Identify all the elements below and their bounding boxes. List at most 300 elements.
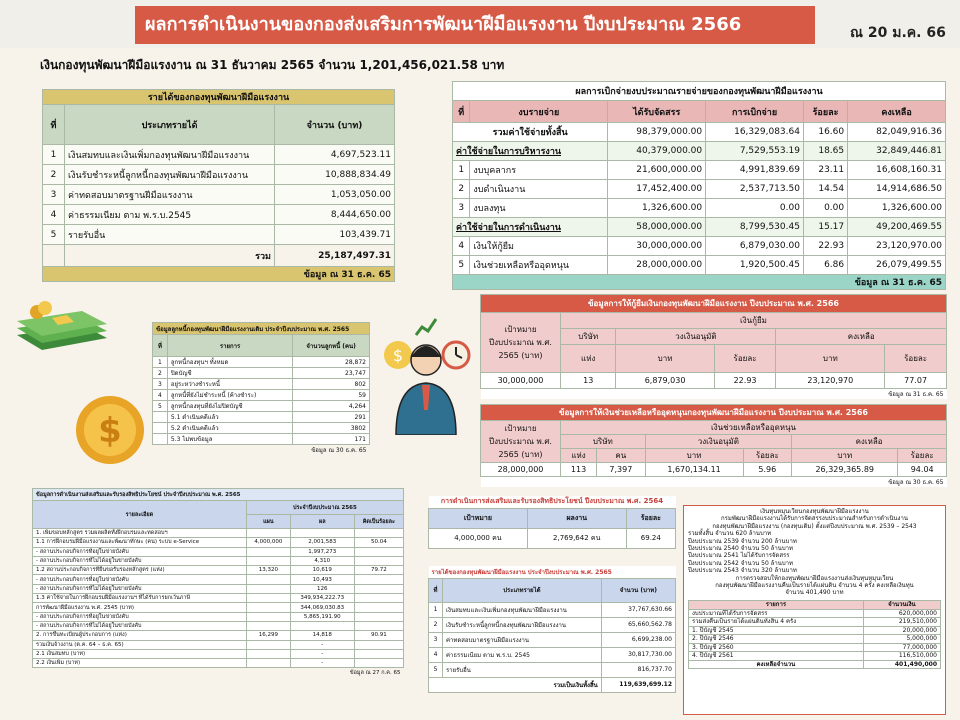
budget-row-alloc: 30,000,000.00 — [608, 237, 706, 256]
results-row-plan: 16,299 — [246, 631, 290, 640]
income65-title: รายได้ของกองทุนพัฒนาฝีมือแรงงาน ประจำปีงบประมาณ พ.ศ. 2565 — [429, 566, 676, 578]
results-col-plan: แผน — [246, 515, 290, 529]
results-row-result: 5,865,191.90 — [290, 612, 354, 621]
income65-col-no: ที่ — [429, 578, 443, 602]
income-table — [42, 89, 395, 282]
budget-sec2-remain: 49,200,469.55 — [848, 218, 946, 237]
svg-text:$: $ — [392, 346, 404, 365]
results-row-plan — [246, 659, 290, 668]
table-row — [153, 423, 370, 434]
grant-label: เงินช่วยเหลือหรืออุดหนุน — [561, 421, 947, 435]
fund-info-line: กองทุนพัฒนาฝีมือแรงงานคืนเป็นรายได้แผ่นดิน จำนวน 4 ครั้ง คงเหลือเงินทุน — [715, 582, 914, 590]
results-col-year: ประจำปีงบประมาณ 2565 — [246, 501, 403, 515]
table-row — [153, 412, 370, 423]
fund-row-label: งบประมาณที่ได้รับการจัดสรร — [689, 609, 864, 618]
budget-sec1-alloc: 40,379,000.00 — [608, 142, 706, 161]
fund-row-amt: 5,000,000 — [863, 635, 940, 644]
debtor-row-amt: 4,264 — [293, 401, 370, 412]
benefits-col-pct: ร้อยละ — [626, 508, 675, 528]
results-row-result — [290, 529, 354, 538]
fund-col-item: รายการ — [689, 600, 864, 609]
income65-col-type: ประเภทรายได้ — [443, 578, 602, 602]
businessman-icon — [378, 315, 474, 435]
budget-sec2-label: ค่าใช้จ่ายในการดำเนินงาน — [453, 218, 608, 237]
table-row — [33, 603, 404, 612]
fund-info-line: ปีงบประมาณ 2540 จำนวน 50 ล้านบาท — [688, 545, 793, 553]
budget-row-pct: 14.54 — [803, 180, 847, 199]
results-row-plan: 13,320 — [246, 566, 290, 575]
table-row — [453, 237, 946, 256]
results-row-result: 2,001,583 — [290, 538, 354, 547]
debtor-row-amt: 59 — [293, 390, 370, 401]
results-row-label: - สถานประกอบกิจการที่ไม่ได้อยู่ในข่ายบังคับ — [33, 556, 247, 565]
fund-info-line: กรมพัฒนาฝีมือแรงงานได้รับการจัดสรรงบประมาณสำหรับการดำเนินงาน — [721, 515, 908, 523]
results-row-plan — [246, 612, 290, 621]
money-stack-icon — [12, 300, 112, 360]
income-row-amount: 4,697,523.11 — [275, 145, 395, 165]
results-row-label: 2.1 เงินสมทบ (บาท) — [33, 649, 247, 658]
results-row-pct — [354, 649, 403, 658]
income-row-no: 2 — [43, 165, 65, 185]
svg-text:$: $ — [98, 411, 122, 451]
benefits-target: 4,000,000 คน — [429, 528, 528, 548]
table-row — [33, 594, 404, 603]
results-row-plan — [246, 575, 290, 584]
results-row-plan — [246, 640, 290, 649]
results-row-result: 1,997,273 — [290, 547, 354, 556]
table-row — [689, 626, 941, 635]
results-row-plan: 4,000,000 — [246, 538, 290, 547]
income-note: ข้อมูล ณ 31 ธ.ค. 65 — [43, 267, 395, 282]
budget-row-no: 4 — [453, 237, 470, 256]
grant-remain: คงเหลือ — [792, 435, 947, 449]
grant-value: 7,397 — [597, 463, 645, 477]
debtor-row-amt: 23,747 — [293, 368, 370, 379]
income65-total: 119,639,699.12 — [601, 677, 675, 692]
table-row — [43, 145, 395, 165]
results-title: ข้อมูลการดำเนินงานส่งเสริมและรับรองสิทธิประโยชน์ ประจำปีงบประมาณ พ.ศ. 2565 — [33, 489, 404, 501]
budget-row-label: เงินช่วยเหลือหรืออุดหนุน — [470, 256, 608, 275]
loan-approved: วงเงินอนุมัติ — [616, 329, 776, 345]
grant-approved: วงเงินอนุมัติ — [645, 435, 792, 449]
grant-unit: ร้อยละ — [898, 449, 947, 463]
budget-row-label: งบบุคลากร — [470, 161, 608, 180]
table-row — [33, 556, 404, 565]
results-row-result: - — [290, 659, 354, 668]
debtor-row-no: 1 — [153, 357, 168, 368]
income65-row-label: ค่าธรรมเนียม ตาม พ.ร.บ. 2545 — [443, 647, 602, 662]
debtor-row-amt: 802 — [293, 379, 370, 390]
results-row-plan — [246, 594, 290, 603]
table-row — [429, 647, 676, 662]
loan-unit-baht: บาท — [616, 345, 714, 373]
grant-note: ข้อมูล ณ 30 ธ.ค. 65 — [481, 477, 947, 488]
income-row-label: ค่าทดสอบมาตรฐานฝีมือแรงงาน — [65, 185, 275, 205]
results-row-label: 2. การขึ้นทะเบียนผู้ประกอบการ (แห่ง) — [33, 631, 247, 640]
income65-row-amt: 6,699,238.00 — [601, 632, 675, 647]
income-row-label: เงินสมทบและเงินเพิ่มกองทุนพัฒนาฝีมือแรงงาน — [65, 145, 275, 165]
income-row-label: รายรับอื่น — [65, 225, 275, 245]
income-row-amount: 103,439.71 — [275, 225, 395, 245]
results-row-pct — [354, 603, 403, 612]
results-row-result: - — [290, 649, 354, 658]
results-row-pct — [354, 584, 403, 593]
fund-row-label: 3. ปีบัญชี 2560 — [689, 643, 864, 652]
debtor-row-amt: 171 — [293, 434, 370, 445]
results-row-label: - สถานประกอบกิจการที่ไม่ได้อยู่ในข่ายบังคับ — [33, 584, 247, 593]
results-row-label: 2.2 เงินเพิ่ม (บาท) — [33, 659, 247, 668]
income65-row-no: 1 — [429, 602, 443, 617]
col-no: ที่ — [43, 105, 65, 145]
income-total: 25,187,497.31 — [275, 245, 395, 267]
benefits-col-target: เป้าหมาย — [429, 508, 528, 528]
budget-total-pct: 16.60 — [803, 123, 847, 142]
income65-row-amt: 65,660,562.78 — [601, 617, 675, 632]
debtor-row-no — [153, 423, 168, 434]
results-row-label: 1.3 ค่าใช้จ่ายในการฝึกอบรมฝีมือแรงงานฯ ที่ได้รับการยกเว้นภาษี — [33, 594, 247, 603]
results-row-label: 1. เพิ่มขอบหลักสูตร รวมผลผลิตทั้งฝึกอบรมและทดสอบฯ — [33, 529, 247, 538]
income-row-no: 3 — [43, 185, 65, 205]
dollar-coin-icon — [72, 392, 148, 468]
budget-row-pct: 6.86 — [803, 256, 847, 275]
income65-row-no: 2 — [429, 617, 443, 632]
debtor-row-no: 5 — [153, 401, 168, 412]
debtor-col-amt: จำนวนลูกหนี้ (คน) — [293, 335, 370, 357]
budget-row-remain: 14,914,686.50 — [848, 180, 946, 199]
results-row-result: 10,619 — [290, 566, 354, 575]
page-title: ผลการดำเนินงานของกองส่งเสริมการพัฒนาฝีมือแรงงาน ปีงบประมาณ 2566 — [135, 6, 815, 44]
results-row-label: - สถานประกอบกิจการที่อยู่ในข่ายบังคับ — [33, 575, 247, 584]
table-row — [43, 185, 395, 205]
results-row-pct: 50.04 — [354, 538, 403, 547]
fund-row-label: 1. ปีบัญชี 2545 — [689, 626, 864, 635]
budget-row-alloc: 28,000,000.00 — [608, 256, 706, 275]
budget-row-remain: 23,120,970.00 — [848, 237, 946, 256]
results-row-result: 4,310 — [290, 556, 354, 565]
debtor-row-label: 5.1 ดำเนินคดีแล้ว — [167, 412, 292, 423]
budget-col-3: การเบิกจ่าย — [706, 101, 804, 123]
budget-sec2-spent: 8,799,530.45 — [706, 218, 804, 237]
table-row — [33, 659, 404, 668]
budget-row-no: 5 — [453, 256, 470, 275]
grant-target-label: เป้าหมาย ปีงบประมาณ พ.ศ. 2565 (บาท) — [481, 421, 561, 463]
grant-value: 28,000,000 — [481, 463, 561, 477]
debtor-note: ข้อมูล ณ 30 ธ.ค. 65 — [311, 447, 367, 455]
debtor-row-amt: 28,872 — [293, 357, 370, 368]
budget-col-2: ได้รับจัดสรร — [608, 101, 706, 123]
fund-col-amt: จำนวนเงิน — [863, 600, 940, 609]
budget-row-pct: 0.00 — [803, 199, 847, 218]
fund-info-line: เงินทุนหมุนเวียนกองทุนพัฒนาฝีมือแรงงาน — [760, 508, 869, 515]
results-row-pct — [354, 547, 403, 556]
results-row-plan — [246, 603, 290, 612]
grant-value: 5.96 — [743, 463, 792, 477]
table-row — [33, 566, 404, 575]
loan-value: 6,879,030 — [616, 373, 714, 389]
loan-value: 13 — [561, 373, 616, 389]
results-row-label: 1.2 สถานประกอบกิจการที่ยื่นขอรับรองหลักสูตร (แห่ง) — [33, 566, 247, 575]
table-row — [689, 643, 941, 652]
debtor-row-amt: 3802 — [293, 423, 370, 434]
budget-row-spent: 1,920,500.45 — [706, 256, 804, 275]
loan-value: 22.93 — [714, 373, 776, 389]
results-row-plan — [246, 584, 290, 593]
table-row — [689, 635, 941, 644]
table-row — [33, 621, 404, 630]
debtor-row-no: 4 — [153, 390, 168, 401]
budget-row-alloc: 1,326,600.00 — [608, 199, 706, 218]
table-row — [33, 631, 404, 640]
report-date: ณ 20 ม.ค. 66 — [850, 25, 946, 41]
budget-row-remain: 26,079,499.55 — [848, 256, 946, 275]
loan-unit-baht2: บาท — [776, 345, 885, 373]
budget-row-no: 2 — [453, 180, 470, 199]
loan-target-label: เป้าหมาย ปีงบประมาณ พ.ศ. 2565 (บาท) — [481, 313, 561, 373]
debtor-row-amt: 291 — [293, 412, 370, 423]
table-row — [43, 205, 395, 225]
fund-row-amt: 20,000,000 — [863, 626, 940, 635]
income-row-amount: 10,888,834.49 — [275, 165, 395, 185]
income65-row-label: เงินรับชำระหนี้ลูกหนี้กองทุนพัฒนาฝีมือแรงงาน — [443, 617, 602, 632]
grant-table — [480, 404, 947, 487]
grant-unit: บาท — [645, 449, 743, 463]
debtor-row-label: ลูกหนี้ที่ยังไม่ชำระหนี้ (ค้างชำระ) — [167, 390, 292, 401]
income65-total-label: รวมเป็นเงินทั้งสิ้น — [429, 677, 602, 692]
income65-row-no: 5 — [429, 662, 443, 677]
budget-row-remain: 1,326,600.00 — [848, 199, 946, 218]
income65-row-amt: 816,737.70 — [601, 662, 675, 677]
loan-value: 23,120,970 — [776, 373, 885, 389]
fund-info-panel — [683, 505, 946, 715]
income-row-no: 4 — [43, 205, 65, 225]
results-row-result: - — [290, 640, 354, 649]
debtor-row-label: 5.3 ไม่พบข้อมูล — [167, 434, 292, 445]
budget-col-0: ที่ — [453, 101, 470, 123]
table-row — [429, 632, 676, 647]
fund-info-line: กองทุนพัฒนาฝีมือแรงงาน (กองทุนเดิม) ตั้งแต่ปีงบประมาณ พ.ศ. 2539 – 2543 — [712, 522, 917, 530]
grant-value: 94.04 — [898, 463, 947, 477]
table-row — [453, 161, 946, 180]
income-row-amount: 1,053,050.00 — [275, 185, 395, 205]
income-row-no: 5 — [43, 225, 65, 245]
budget-total-label: รวมค่าใช้จ่ายทั้งสิ้น — [453, 123, 608, 142]
income65-row-amt: 37,767,630.66 — [601, 602, 675, 617]
results-row-label: - สถานประกอบกิจการที่อยู่ในข่ายบังคับ — [33, 547, 247, 556]
income65-row-no: 4 — [429, 647, 443, 662]
table-row — [689, 609, 941, 618]
fund-row-label: 2. ปีบัญชี 2546 — [689, 635, 864, 644]
loan-title: ข้อมูลการให้กู้ยืมเงินกองทุนพัฒนาฝีมือแรงงาน ปีงบประมาณ พ.ศ. 2566 — [481, 295, 947, 313]
table-row — [43, 165, 395, 185]
results-row-label: 1.1 การฝึกอบรมฝีมือแรงงานและพัฒนาทักษะ (คน) ระบบ e-Service — [33, 538, 247, 547]
income-row-label: เงินรับชำระหนี้ลูกหนี้กองทุนพัฒนาฝีมือแรงงาน — [65, 165, 275, 185]
benefits-title: การดำเนินการส่งเสริมและรับรองสิทธิประโยชน์ ปีงบประมาณ พ.ศ. 2564 — [429, 496, 676, 508]
budget-row-pct: 23.11 — [803, 161, 847, 180]
results-row-pct — [354, 529, 403, 538]
loan-value: 30,000,000 — [481, 373, 561, 389]
table-row — [33, 538, 404, 547]
debtor-title: ข้อมูลลูกหนี้กองทุนพัฒนาฝีมือแรงงานเดิม ประจำปีงบประมาณ พ.ศ. 2565 — [153, 323, 370, 335]
results-col-pct: คิดเป็นร้อยละ — [354, 515, 403, 529]
results-col-result: ผล — [290, 515, 354, 529]
results-table — [32, 488, 404, 678]
table-row — [453, 180, 946, 199]
fund-info-line: ปีงบประมาณ 2539 จำนวน 200 ล้านบาท — [688, 537, 797, 545]
income-row-amount: 8,444,650.00 — [275, 205, 395, 225]
budget-row-label: งบลงทุน — [470, 199, 608, 218]
income-row-no: 1 — [43, 145, 65, 165]
fund-info-line: การตรวจสอบให้กองทุนพัฒนาฝีมือแรงงานส่งเงินทุนหมุนเวียน — [735, 574, 894, 582]
results-row-pct — [354, 621, 403, 630]
results-col-detail: รายละเอียด — [33, 501, 247, 529]
fund-info-line: ปีงบประมาณ 2543 จำนวน 320 ล้านบาท — [688, 567, 797, 575]
results-row-result — [290, 621, 354, 630]
debtor-row-label: ปิดบัญชี — [167, 368, 292, 379]
budget-row-pct: 22.93 — [803, 237, 847, 256]
loan-unit-pct: ร้อยละ — [714, 345, 776, 373]
fund-info-line: จำนวน 401,490 บาท — [785, 589, 844, 597]
table-row — [429, 662, 676, 677]
budget-sec2-alloc: 58,000,000.00 — [608, 218, 706, 237]
budget-row-alloc: 21,600,000.00 — [608, 161, 706, 180]
table-row — [33, 612, 404, 621]
results-row-pct: 79.72 — [354, 566, 403, 575]
debtor-row-no — [153, 434, 168, 445]
table-row — [43, 225, 395, 245]
results-note: ข้อมูล ณ 27 ก.ค. 65 — [349, 670, 401, 677]
table-row — [429, 617, 676, 632]
loan-unit-firm: แห่ง — [561, 345, 616, 373]
table-row — [33, 529, 404, 538]
grant-value: 26,329,365.89 — [792, 463, 898, 477]
header-banner — [0, 0, 960, 48]
budget-col-1: งบรายจ่าย — [470, 101, 608, 123]
grant-unit: ร้อยละ — [743, 449, 792, 463]
debtor-row-no — [153, 412, 168, 423]
results-row-result: 344,069,030.83 — [290, 603, 354, 612]
results-row-plan — [246, 547, 290, 556]
col-amount: จำนวน (บาท) — [275, 105, 395, 145]
income65-row-label: เงินสมทบและเงินเพิ่มกองทุนพัฒนาฝีมือแรงงาน — [443, 602, 602, 617]
results-row-pct: 90.91 — [354, 631, 403, 640]
budget-total-spent: 16,329,083.64 — [706, 123, 804, 142]
table-row — [689, 652, 941, 661]
results-row-label: - สถานประกอบกิจการที่อยู่ในข่ายบังคับ — [33, 612, 247, 621]
budget-col-5: คงเหลือ — [848, 101, 946, 123]
budget-row-spent: 4,991,839.69 — [706, 161, 804, 180]
income-total-label: รวม — [65, 245, 275, 267]
fund-row-amt: 77,000,000 — [863, 643, 940, 652]
table-row — [33, 584, 404, 593]
loan-company: บริษัท — [561, 329, 616, 345]
fund-row-amt: 219,510,000 — [863, 618, 940, 627]
results-row-result: 126 — [290, 584, 354, 593]
budget-row-spent: 0.00 — [706, 199, 804, 218]
grant-unit: คน — [597, 449, 645, 463]
results-row-label: รวมเงินจ้างงาน (ต.ค. 64 – ธ.ค. 65) — [33, 640, 247, 649]
results-row-label: - สถานประกอบกิจการที่ไม่ได้อยู่ในข่ายบังคับ — [33, 621, 247, 630]
budget-col-4: ร้อยละ — [803, 101, 847, 123]
table-row — [153, 368, 370, 379]
results-row-plan — [246, 621, 290, 630]
debtor-row-no: 2 — [153, 368, 168, 379]
debtor-row-label: 5.2 ดำเนินคดีแล้ว — [167, 423, 292, 434]
table-row — [33, 547, 404, 556]
income65-row-label: ค่าทดสอบมาตรฐานฝีมือแรงงาน — [443, 632, 602, 647]
loan-value: 77.07 — [885, 373, 947, 389]
budget-sec1-spent: 7,529,553.19 — [706, 142, 804, 161]
table-row — [453, 199, 946, 218]
grant-title: ข้อมูลการให้เงินช่วยเหลือหรืออุดหนุนกองทุนพัฒนาฝีมือแรงงาน ปีงบประมาณ พ.ศ. 2566 — [481, 405, 947, 421]
table-row — [153, 401, 370, 412]
income65-table — [428, 566, 676, 693]
benefits-table — [428, 496, 676, 549]
budget-row-label: เงินให้กู้ยืม — [470, 237, 608, 256]
table-row — [33, 649, 404, 658]
income65-row-no: 3 — [429, 632, 443, 647]
budget-row-remain: 16,608,160.31 — [848, 161, 946, 180]
loan-label: เงินกู้ยืม — [561, 313, 947, 329]
grant-company: บริษัท — [561, 435, 646, 449]
table-row — [453, 256, 946, 275]
table-row — [153, 390, 370, 401]
debtor-row-label: ลูกหนี้กองทุนที่ยังไม่ปิดบัญชี — [167, 401, 292, 412]
fund-info-line: ปีงบประมาณ 2542 จำนวน 50 ล้านบาท — [688, 559, 793, 567]
fund-row-label: 4. ปีบัญชี 2561 — [689, 652, 864, 661]
loan-remain: คงเหลือ — [776, 329, 947, 345]
results-row-result: 10,493 — [290, 575, 354, 584]
results-row-plan — [246, 556, 290, 565]
table-row — [153, 379, 370, 390]
fund-total: 401,490,000 — [863, 660, 940, 669]
fund-row-label: รวมส่งคืนเป็นรายได้แผ่นดินทั้งสิ้น 4 ครั้ง — [689, 618, 864, 627]
fund-info-line: ปีงบประมาณ 2541 ไม่ได้รับการจัดสรร — [688, 552, 790, 560]
budget-total-alloc: 98,379,000.00 — [608, 123, 706, 142]
budget-row-alloc: 17,452,400.00 — [608, 180, 706, 199]
results-row-result: 349,934,222.73 — [290, 594, 354, 603]
income-row-label: ค่าธรรมเนียม ตาม พ.ร.บ.2545 — [65, 205, 275, 225]
budget-note: ข้อมูล ณ 31 ธ.ค. 65 — [453, 275, 946, 290]
grant-unit: แห่ง — [561, 449, 597, 463]
debtor-table — [152, 322, 370, 456]
results-row-pct — [354, 556, 403, 565]
budget-row-spent: 2,537,713.50 — [706, 180, 804, 199]
results-row-plan — [246, 649, 290, 658]
results-row-pct — [354, 640, 403, 649]
col-type: ประเภทรายได้ — [65, 105, 275, 145]
grant-unit: บาท — [792, 449, 898, 463]
results-row-label: การพัฒนาฝีมือแรงงาน พ.ศ. 2545 (บาท) — [33, 603, 247, 612]
benefits-pct: 69.24 — [626, 528, 675, 548]
table-row — [153, 434, 370, 445]
loan-unit-pct2: ร้อยละ — [885, 345, 947, 373]
budget-row-spent: 6,879,030.00 — [706, 237, 804, 256]
budget-total-remain: 82,049,916.36 — [848, 123, 946, 142]
results-row-pct — [354, 612, 403, 621]
budget-sec1-label: ค่าใช้จ่ายในการบริหารงาน — [453, 142, 608, 161]
budget-row-no: 1 — [453, 161, 470, 180]
benefits-col-result: ผลงาน — [527, 508, 626, 528]
debtor-row-label: อยู่ระหว่างชำระหนี้ — [167, 379, 292, 390]
budget-sec2-pct: 15.17 — [803, 218, 847, 237]
fund-return-table — [688, 600, 941, 670]
budget-row-no: 3 — [453, 199, 470, 218]
fund-row-amt: 620,000,000 — [863, 609, 940, 618]
loan-note: ข้อมูล ณ 31 ธ.ค. 65 — [481, 389, 947, 400]
budget-row-label: งบดำเนินงาน — [470, 180, 608, 199]
grant-value: 113 — [561, 463, 597, 477]
fund-total-label: คงเหลือจำนวน — [689, 660, 864, 669]
